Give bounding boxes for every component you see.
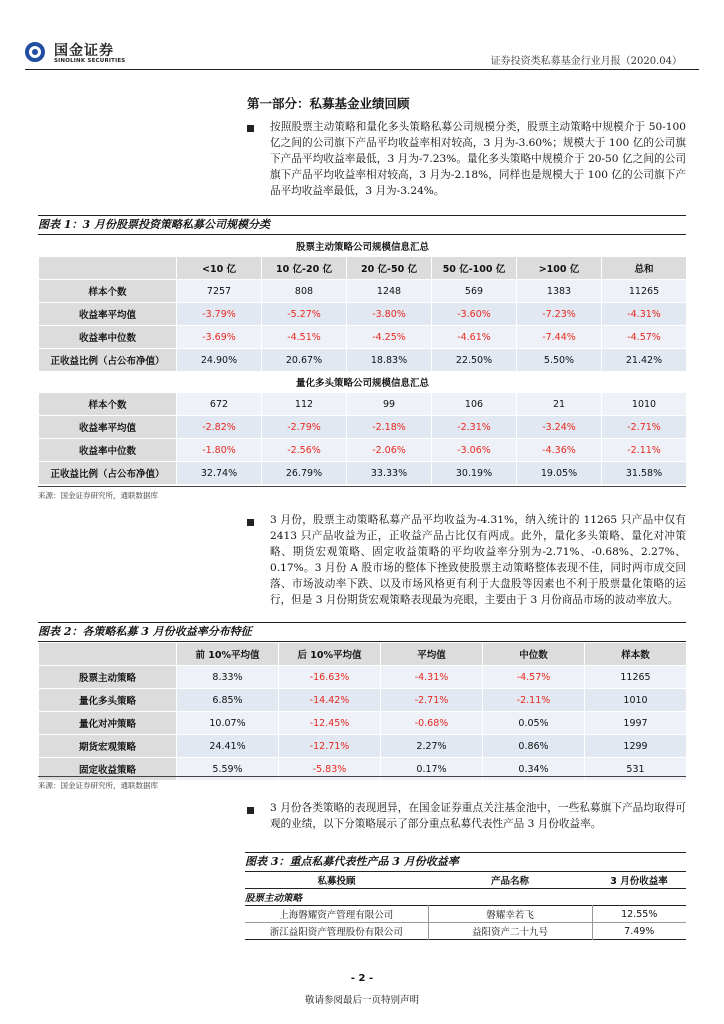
table-cell: 0.05% bbox=[483, 712, 585, 735]
table-cell: 20.67% bbox=[262, 349, 347, 372]
row-label: 量化对冲策略 bbox=[39, 712, 177, 735]
manager-cell: 浙江益阳资产管理股份有限公司 bbox=[245, 923, 428, 940]
table-header: 50 亿-100 亿 bbox=[432, 257, 517, 280]
manager-cell: 上海磐耀资产管理有限公司 bbox=[245, 906, 428, 923]
table-row bbox=[39, 349, 687, 372]
table-cell: 1010 bbox=[585, 689, 687, 712]
table-header: 10 亿-20 亿 bbox=[262, 257, 347, 280]
figure-2-table bbox=[38, 642, 687, 781]
table-row bbox=[39, 416, 687, 439]
row-label: 样本个数 bbox=[39, 280, 177, 303]
figure-3-title: 图表 3：重点私募代表性产品 3 月份收益率 bbox=[245, 852, 686, 872]
table-cell: 0.86% bbox=[483, 735, 585, 758]
table-cell: -14.42% bbox=[279, 689, 381, 712]
table-cell: -0.68% bbox=[381, 712, 483, 735]
table-cell: -2.56% bbox=[262, 439, 347, 462]
table-header: <10 亿 bbox=[177, 257, 262, 280]
figure-3-table bbox=[245, 872, 686, 940]
source-note: 来源：国金证券研究所，通联数据库 bbox=[38, 491, 158, 500]
table-cell: -4.25% bbox=[347, 326, 432, 349]
table-cell: -5.27% bbox=[262, 303, 347, 326]
table-cell: 531 bbox=[585, 758, 687, 781]
table-cell: -5.83% bbox=[279, 758, 381, 781]
table-row bbox=[39, 462, 687, 485]
table-cell: -2.18% bbox=[347, 416, 432, 439]
table-header: 3 月份收益率 bbox=[610, 876, 668, 887]
table-row bbox=[39, 666, 687, 689]
table-cell: 19.05% bbox=[517, 462, 602, 485]
table-cell: -2.11% bbox=[483, 689, 585, 712]
table-cell: 24.41% bbox=[177, 735, 279, 758]
table-cell: -3.60% bbox=[432, 303, 517, 326]
table-cell: 26.79% bbox=[262, 462, 347, 485]
table-cell: -7.44% bbox=[517, 326, 602, 349]
table-cell: 18.83% bbox=[347, 349, 432, 372]
table-row bbox=[39, 326, 687, 349]
table-header: 中位数 bbox=[483, 643, 585, 666]
report-title: 证券投资类私募基金行业月报（2020.04） bbox=[490, 56, 682, 67]
table-bottom-rule bbox=[38, 776, 686, 777]
table-cell: -7.23% bbox=[517, 303, 602, 326]
logo-subtext: SINOLINK SECURITIES bbox=[54, 58, 126, 64]
table-body bbox=[39, 666, 687, 781]
table-row bbox=[39, 303, 687, 326]
figure-1-table bbox=[38, 235, 687, 485]
table-cell: 1010 bbox=[602, 393, 687, 416]
table-cell: -4.57% bbox=[602, 326, 687, 349]
table-cell: 31.58% bbox=[602, 462, 687, 485]
group-label: 股票主动策略 bbox=[245, 893, 303, 904]
row-label: 正收益比例（占公布净值） bbox=[39, 462, 177, 485]
table-cell: 21.42% bbox=[602, 349, 687, 372]
header-divider bbox=[25, 69, 699, 70]
table-cell: 106 bbox=[432, 393, 517, 416]
table-cell: -2.82% bbox=[177, 416, 262, 439]
table-cell: 7257 bbox=[177, 280, 262, 303]
table-header: 20 亿-50 亿 bbox=[347, 257, 432, 280]
table-cell: -2.11% bbox=[602, 439, 687, 462]
table-cell: -3.24% bbox=[517, 416, 602, 439]
table-row bbox=[39, 393, 687, 416]
table-header: 样本数 bbox=[585, 643, 687, 666]
table-cell: -4.61% bbox=[432, 326, 517, 349]
table-cell: 10.07% bbox=[177, 712, 279, 735]
table-cell: -2.71% bbox=[602, 416, 687, 439]
table-header: 平均值 bbox=[381, 643, 483, 666]
table-header: 产品名称 bbox=[490, 876, 529, 887]
table-cell: 99 bbox=[347, 393, 432, 416]
table-cell: 1383 bbox=[517, 280, 602, 303]
table-row bbox=[39, 712, 687, 735]
table-caption: 股票主动策略公司规模信息汇总 bbox=[39, 236, 687, 257]
table-cell: 11265 bbox=[602, 280, 687, 303]
table-cell: 6.85% bbox=[177, 689, 279, 712]
table-cell: 21 bbox=[517, 393, 602, 416]
table-header: 后 10%平均值 bbox=[279, 643, 381, 666]
figure-1-title: 图表 1：3 月份股票投资策略私募公司规模分类 bbox=[38, 215, 686, 235]
figure-2-title: 图表 2：各策略私募 3 月份收益率分布特征 bbox=[38, 622, 686, 642]
paragraph-1: 按照股票主动策略和量化多头策略私募公司规模分类，股票主动策略中规模介于 50-100 亿之间的公司旗下产品平均收益率相对较高，3 月为-3.60%；规模大于 100 亿的公司旗下产品平均收益率最低，3 月为-7.23%。量化多头策略中规模介于 20-50 亿之间的公司旗下产品平均收益率相对较高，3 月为-2.18%，同样也是规模大于 100 亿的公司旗下产品平均收益率最低，3 月为-3.24%。 bbox=[270, 121, 686, 197]
section-title: 第一部分：私募基金业绩回顾 bbox=[247, 96, 410, 111]
table-cell: -2.31% bbox=[432, 416, 517, 439]
table-cell: -3.69% bbox=[177, 326, 262, 349]
table-cell: 30.19% bbox=[432, 462, 517, 485]
row-label: 样本个数 bbox=[39, 393, 177, 416]
table-cell: -4.31% bbox=[381, 666, 483, 689]
disclaimer-note: 敬请参阅最后一页特别声明 bbox=[304, 995, 419, 1006]
table-cell: 11265 bbox=[585, 666, 687, 689]
row-label: 收益率中位数 bbox=[39, 326, 177, 349]
return-cell: 7.49% bbox=[624, 925, 655, 937]
table-cell: -4.57% bbox=[483, 666, 585, 689]
table-header: 私募投顾 bbox=[317, 876, 356, 887]
table-cell: 808 bbox=[262, 280, 347, 303]
table-cell: 0.34% bbox=[483, 758, 585, 781]
logo-text: 国金证券 bbox=[54, 43, 114, 59]
table-cell: -4.31% bbox=[602, 303, 687, 326]
table-header: >100 亿 bbox=[517, 257, 602, 280]
table-cell: 8.33% bbox=[177, 666, 279, 689]
table-header-blank bbox=[39, 257, 177, 280]
table-cell: -16.63% bbox=[279, 666, 381, 689]
table-cell: 5.59% bbox=[177, 758, 279, 781]
table-row bbox=[39, 689, 687, 712]
table-cell: 2.27% bbox=[381, 735, 483, 758]
paragraph-3: 3 月份各类策略的表现迥异，在国金证券重点关注基金池中，一些私募旗下产品均取得可观的业绩，以下分策略展示了部分重点私募代表性产品 3 月份收益率。 bbox=[270, 802, 686, 830]
table-cell: -12.45% bbox=[279, 712, 381, 735]
table-row bbox=[39, 758, 687, 781]
table-cell: -2.71% bbox=[381, 689, 483, 712]
row-label: 量化多头策略 bbox=[39, 689, 177, 712]
bullet-icon bbox=[247, 519, 254, 526]
table-cell: -3.06% bbox=[432, 439, 517, 462]
row-label: 股票主动策略 bbox=[39, 666, 177, 689]
table-header: 总和 bbox=[602, 257, 687, 280]
table-cell: 1997 bbox=[585, 712, 687, 735]
table-cell: 33.33% bbox=[347, 462, 432, 485]
bullet-icon bbox=[247, 807, 254, 814]
table-cell: 0.17% bbox=[381, 758, 483, 781]
paragraph-2: 3 月份，股票主动策略私募产品平均收益为-4.31%，纳入统计的 11265 只产品中仅有 2413 只产品收益为正，正收益产品占比仅有两成。此外，量化多头策略、量化对冲策略、期货宏观策略、固定收益策略的平均收益率分别为-2.71%、-0.68%、2.27%、0.17%。3 月份 A 股市场的整体下挫致使股票主动策略整体表现不佳，同时两市成交回落、市场波动率下跌、以及市场风格更有利于大盘股等因素也不利于股票量化策略的运行，但是 3 月份期货宏观策略表现最为亮眼，主要由于 3 月份商品市场的波动率放大。 bbox=[270, 514, 686, 606]
table-cell: -4.51% bbox=[262, 326, 347, 349]
table-cell: -2.79% bbox=[262, 416, 347, 439]
product-cell: 益阳资产二十九号 bbox=[428, 923, 592, 940]
table-cell: 112 bbox=[262, 393, 347, 416]
logo-icon bbox=[25, 42, 45, 62]
table-cell: -2.06% bbox=[347, 439, 432, 462]
table-cell: 32.74% bbox=[177, 462, 262, 485]
row-label: 收益率平均值 bbox=[39, 303, 177, 326]
source-note: 来源：国金证券研究所，通联数据库 bbox=[38, 781, 158, 790]
table-cell: 5.50% bbox=[517, 349, 602, 372]
table-header-blank bbox=[39, 643, 177, 666]
table-cell: 1299 bbox=[585, 735, 687, 758]
table-bottom-rule bbox=[38, 486, 686, 487]
table-cell: 1248 bbox=[347, 280, 432, 303]
row-label: 收益率中位数 bbox=[39, 439, 177, 462]
row-label: 固定收益策略 bbox=[39, 758, 177, 781]
table-caption: 量化多头策略公司规模信息汇总 bbox=[39, 372, 687, 393]
row-label: 正收益比例（占公布净值） bbox=[39, 349, 177, 372]
row-label: 收益率平均值 bbox=[39, 416, 177, 439]
return-cell: 12.55% bbox=[621, 908, 658, 920]
table-cell: -4.36% bbox=[517, 439, 602, 462]
table-body-a bbox=[39, 280, 687, 372]
table-row bbox=[39, 735, 687, 758]
table-body-b bbox=[39, 393, 687, 485]
table-row bbox=[39, 439, 687, 462]
table-cell: 569 bbox=[432, 280, 517, 303]
product-cell: 磐耀幸若飞 bbox=[428, 906, 592, 923]
table-header: 前 10%平均值 bbox=[177, 643, 279, 666]
table-cell: -1.80% bbox=[177, 439, 262, 462]
table-row bbox=[39, 280, 687, 303]
table-cell: 22.50% bbox=[432, 349, 517, 372]
table-cell: 24.90% bbox=[177, 349, 262, 372]
bullet-icon bbox=[247, 125, 254, 132]
table-cell: -12.71% bbox=[279, 735, 381, 758]
table-cell: -3.79% bbox=[177, 303, 262, 326]
row-label: 期货宏观策略 bbox=[39, 735, 177, 758]
page-number: - 2 - bbox=[350, 973, 374, 984]
table-cell: 672 bbox=[177, 393, 262, 416]
table-cell: -3.80% bbox=[347, 303, 432, 326]
